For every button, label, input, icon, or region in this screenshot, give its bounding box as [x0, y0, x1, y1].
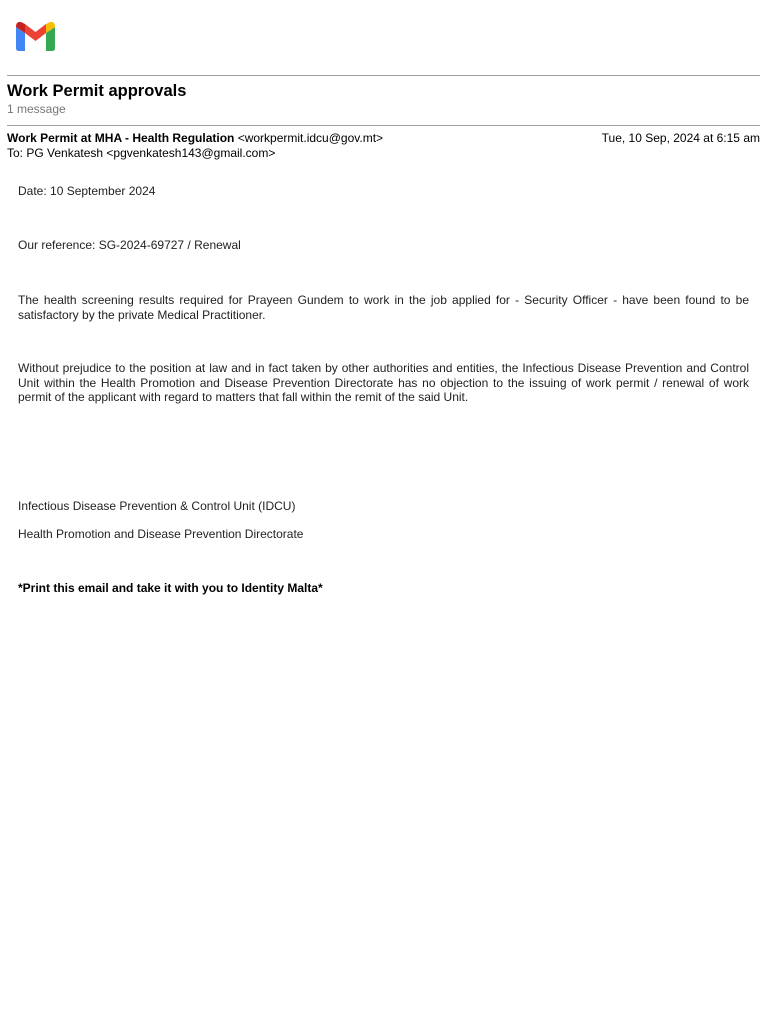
signature-directorate: Health Promotion and Disease Prevention Directorate	[18, 527, 304, 541]
body-paragraph-2: Without prejudice to the position at law and in fact taken by other authorities and entities, the Infectious Disease Prevention and Control Unit within the Health Promotion and Disease Prevention Directorate has no objection to the issuing of work permit / renewal of work permit of the applicant with regard to matters that fall within the remit of the said Unit.	[18, 361, 749, 404]
sender-name: Work Permit at MHA - Health Regulation	[7, 131, 235, 145]
recipient-line: To: PG Venkatesh <pgvenkatesh143@gmail.com>	[7, 146, 276, 160]
gmail-logo-icon	[16, 21, 55, 51]
body-date-line: Date: 10 September 2024	[18, 184, 156, 198]
body-reference: Our reference: SG-2024-69727 / Renewal	[18, 238, 241, 252]
signature-unit: Infectious Disease Prevention & Control Unit (IDCU)	[18, 499, 296, 513]
message-divider	[7, 125, 760, 126]
sender-email[interactable]: <workpermit.idcu@gov.mt>	[237, 131, 384, 145]
body-paragraph-1: The health screening results required for Prayeen Gundem to work in the job applied for - Security Officer - have been found to be satisfactory by the private Medical Practitioner.	[18, 293, 749, 322]
message-count: 1 message	[7, 102, 66, 116]
thread-subject: Work Permit approvals	[7, 82, 187, 100]
sender-line	[7, 131, 383, 145]
message-date: Tue, 10 Sep, 2024 at 6:15 am	[601, 131, 760, 145]
print-notice: *Print this email and take it with you to Identity Malta*	[18, 581, 323, 595]
header-divider	[7, 75, 760, 76]
